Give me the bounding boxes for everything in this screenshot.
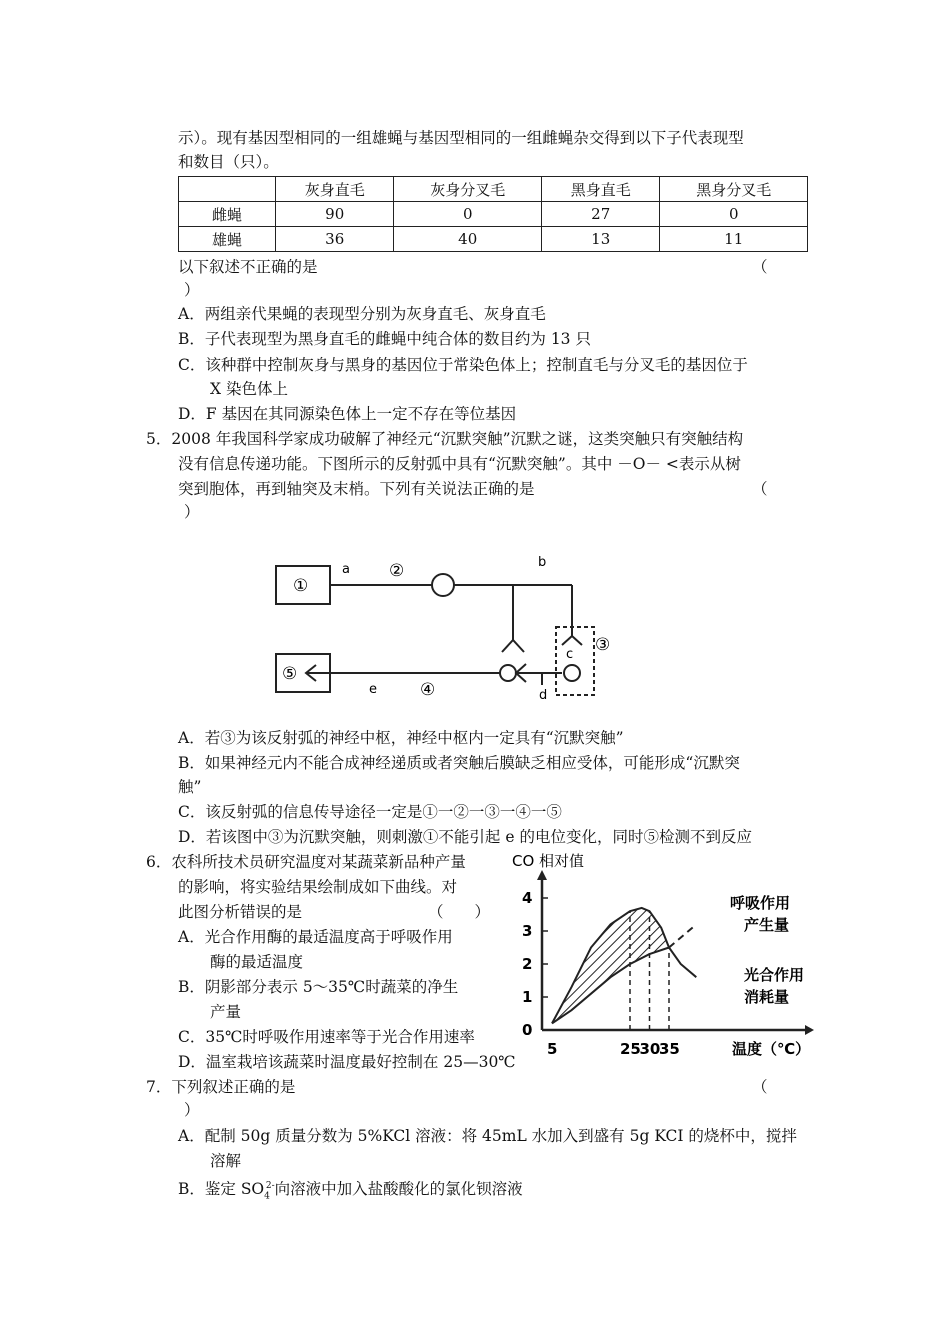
label-b: b bbox=[538, 555, 547, 570]
q5-option-b-line-1: B．如果神经元内不能合成神经递质或者突触后膜缺乏相应受体，可能形成“沉默突 bbox=[178, 754, 740, 772]
q5-option-a: A．若③为该反射弧的神经中枢，神经中枢内一定具有“沉默突触” bbox=[178, 729, 624, 747]
label-e: e bbox=[369, 682, 377, 697]
x-tick-label: 5 bbox=[547, 1040, 558, 1058]
q7-option-b-prefix: B．鉴定 SO bbox=[178, 1180, 265, 1199]
q5-option-c: C．该反射弧的信息传导途径一定是①一②一③一④一⑤ bbox=[178, 803, 562, 821]
q5-option-b-line-2: 触” bbox=[178, 778, 202, 796]
label-d: d bbox=[539, 688, 548, 703]
table-cell: 11 bbox=[660, 227, 808, 252]
q7-option-b bbox=[178, 1175, 523, 1207]
label-1: ① bbox=[293, 576, 309, 596]
y-axis-arrow bbox=[537, 870, 547, 880]
table-header-cell: 灰身分叉毛 bbox=[394, 177, 542, 202]
q5-paren-close: ） bbox=[184, 503, 200, 521]
co-temperature-chart bbox=[500, 848, 840, 1064]
table-header-cell bbox=[179, 177, 276, 202]
label-a: a bbox=[342, 562, 350, 577]
q6-option-d: D．温室栽培该蔬菜时温度最好控制在 25—30℃ bbox=[178, 1053, 516, 1071]
q6-option-c: C．35℃时呼吸作用速率等于光合作用速率 bbox=[178, 1028, 475, 1046]
q4-option-d: D．F 基因在其同源染色体上一定不存在等位基因 bbox=[178, 405, 517, 423]
table-header-cell: 黑身分叉毛 bbox=[660, 177, 808, 202]
neuron-cell-body-2 bbox=[500, 665, 516, 681]
legend-photosynthesis-line-1: 光合作用 bbox=[744, 966, 805, 984]
legend-respiration-line-2: 产生量 bbox=[744, 916, 790, 934]
chart-x-axis-label: 温度（℃） bbox=[732, 1040, 811, 1058]
x-tick-label: 30 bbox=[639, 1040, 661, 1058]
q7-paren-close: ） bbox=[184, 1101, 200, 1119]
table-cell: 40 bbox=[394, 227, 542, 252]
q5-stem-line-1: 5．2008 年我国科学家成功破解了神经元“沉默突触”沉默之谜，这类突触只有突触结构 bbox=[146, 430, 744, 448]
chart-title: CO 相对值 bbox=[512, 852, 585, 870]
y-tick-label: 1 bbox=[522, 988, 533, 1006]
respiration-curve-dashed bbox=[669, 924, 696, 947]
q4-option-a: A．两组亲代果蝇的表现型分别为灰身直毛、灰身直毛 bbox=[178, 305, 546, 323]
table-header-cell: 灰身直毛 bbox=[276, 177, 394, 202]
reflex-arc-diagram bbox=[262, 548, 622, 704]
q4-stem: 以下叙述不正确的是 bbox=[178, 258, 318, 276]
q4-paren-close: ） bbox=[184, 281, 200, 299]
table-header-cell: 黑身直毛 bbox=[541, 177, 659, 202]
q5-stem-line-2: 没有信息传递功能。下图所示的反射弧中具有“沉默突触”。其中 －O－ <表示从树 bbox=[178, 455, 741, 473]
table-row bbox=[179, 227, 808, 252]
q4-option-c-line-1: C．该种群中控制灰身与黑身的基因位于常染色体上；控制直毛与分叉毛的基因位于 bbox=[178, 356, 748, 374]
x-axis-arrow bbox=[805, 1025, 814, 1035]
table-cell: 0 bbox=[660, 202, 808, 227]
sulfate-subscript: 4 bbox=[264, 1191, 270, 1202]
intro-line-1: 示）。现有基因型相同的一组雄蝇与基因型相同的一组雌蝇杂交得到以下子代表现型 bbox=[178, 129, 744, 147]
q7-paren-open: （ bbox=[752, 1078, 768, 1096]
q6-stem-line-2: 的影响，将实验结果绘制成如下曲线。对 bbox=[178, 878, 458, 896]
x-tick-label: 25 bbox=[620, 1040, 641, 1058]
label-5: ⑤ bbox=[282, 664, 298, 684]
label-2: ② bbox=[389, 561, 405, 581]
q5-paren-open: （ bbox=[752, 480, 768, 498]
legend-photosynthesis-line-2: 消耗量 bbox=[744, 988, 790, 1006]
intro-line-2: 和数目（只）。 bbox=[178, 153, 279, 171]
legend-respiration-line-1: 呼吸作用 bbox=[730, 894, 791, 912]
q5-option-d: D．若该图中③为沉默突触，则刺激①不能引起 e 的电位变化，同时⑤检测不到反应 bbox=[178, 828, 752, 846]
q4-paren-open: （ bbox=[752, 258, 768, 276]
q6-stem-line-3: 此图分析错误的是 bbox=[178, 903, 303, 921]
q6-option-b-line-2: 产量 bbox=[210, 1003, 242, 1021]
q6-paren: （ ） bbox=[428, 903, 491, 921]
q7-option-a-line-1: A．配制 50g 质量分数为 5%KCl 溶液：将 45mL 水加入到盛有 5g KCI 的烧杯中，搅拌 bbox=[178, 1127, 797, 1145]
q7-stem: 7．下列叙述正确的是 bbox=[146, 1078, 296, 1096]
q6-option-b-line-1: B．阴影部分表示 5～35℃时蔬菜的净生 bbox=[178, 978, 459, 996]
q7-option-a-line-2: 溶解 bbox=[210, 1152, 242, 1170]
x-tick-label: 35 bbox=[659, 1040, 680, 1058]
q4-option-c-line-2: X 染色体上 bbox=[210, 380, 288, 398]
q6-option-a-line-1: A．光合作用酶的最适温度高于呼吸作用 bbox=[178, 928, 453, 946]
synapse-box-3 bbox=[556, 627, 594, 695]
q6-option-a-line-2: 酶的最适温度 bbox=[210, 953, 304, 971]
table-cell: 36 bbox=[276, 227, 394, 252]
table-row bbox=[179, 202, 808, 227]
neuron-cell-body-1 bbox=[432, 574, 454, 596]
y-tick-label: 3 bbox=[522, 922, 533, 940]
table-header-row bbox=[179, 177, 808, 202]
table-cell: 0 bbox=[394, 202, 542, 227]
phenotype-table bbox=[178, 176, 808, 252]
q4-option-b: B．子代表现型为黑身直毛的雌蝇中纯合体的数目约为 13 只 bbox=[178, 330, 591, 348]
y-tick-label: 0 bbox=[522, 1021, 533, 1039]
y-tick-label: 2 bbox=[522, 955, 533, 973]
label-c: c bbox=[566, 647, 574, 662]
table-cell: 雄蝇 bbox=[179, 227, 276, 252]
q5-stem-line-3: 突到胞体，再到轴突及末梢。下列有关说法正确的是 bbox=[178, 480, 535, 498]
q7-option-b-text: 向溶液中加入盐酸酸化的氯化钡溶液 bbox=[274, 1180, 523, 1199]
q6-stem-line-1: 6．农科所技术员研究温度对某蔬菜新品种产量 bbox=[146, 853, 466, 871]
table-cell: 雌蝇 bbox=[179, 202, 276, 227]
label-3: ③ bbox=[595, 635, 611, 655]
y-tick-label: 4 bbox=[522, 889, 533, 907]
neuron-cell-body-3 bbox=[564, 665, 580, 681]
label-4: ④ bbox=[420, 680, 436, 700]
table-cell: 27 bbox=[541, 202, 659, 227]
sulfate-charge: 2- bbox=[265, 1181, 275, 1191]
table-cell: 13 bbox=[541, 227, 659, 252]
table-cell: 90 bbox=[276, 202, 394, 227]
